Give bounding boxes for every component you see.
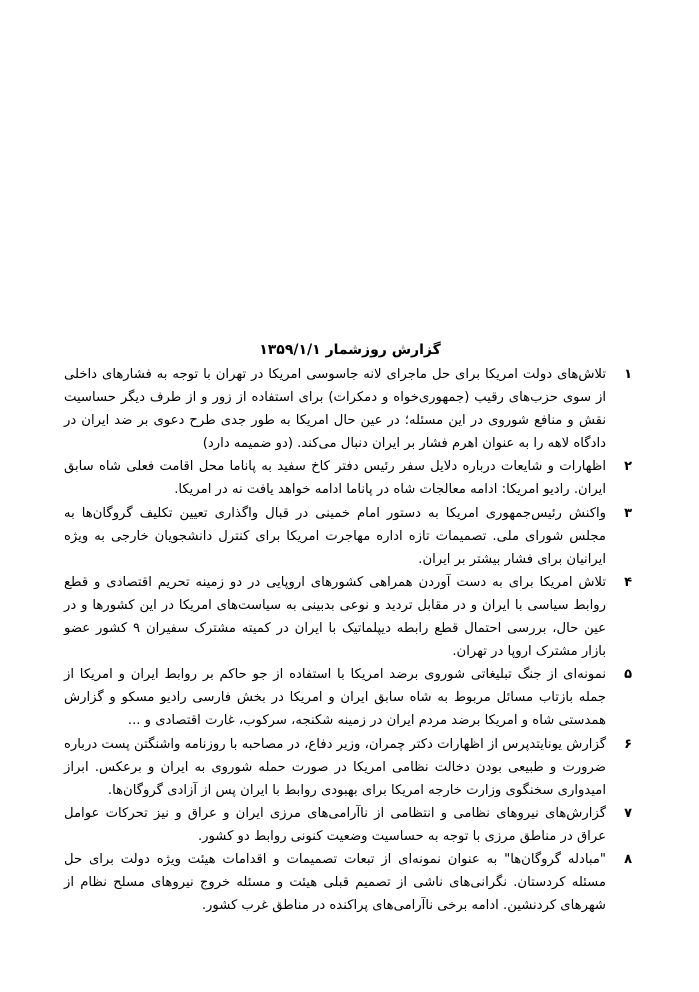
report-item: [64, 733, 636, 802]
report-item-number: ۲: [624, 459, 632, 475]
report-item: [64, 802, 636, 848]
report-item-text: گزارش یونایتدپرس از اظهارات دکتر چمران، وزیر دفاع، در مصاحبه با روزنامه واشنگتن پست درباره ضرورت و طبیعی بودن دخالت نظامی امریکا در صورت حمله شوروی به ایران و برعکس. ابراز امیدواری سخنگوی وزارت خارجه امریکا برای بهبودی روابط با ایران پس از آزادی گروگان‌ها.: [64, 736, 606, 798]
report-item: [64, 663, 636, 732]
report-item-number: ۳: [624, 505, 632, 521]
report-item-text: "مبادله گروگان‌ها" به عنوان نمونه‌ای از تبعات تصمیمات و اقدامات هیئت ویژه دولت برای حل مسئله کردستان. نگرانی‌های ناشی از تصمیم قبلی هیئت و مسئله خروج نیروهای مسلح نظام از شهرهای کردنشین. ادامه برخی ناآرامی‌های پراکنده در مناطق غرب کشور.: [64, 851, 606, 914]
report-item: [64, 848, 636, 917]
report-item-text: اظهارات و شایعات درباره دلایل سفر رئیس دفتر کاخ سفید به پاناما محل اقامت فعلی شاه سابق ایران. رادیو امریکا: ادامه معالجات شاه در پاناما ادامه خواهد یافت نه در امریکا.: [64, 459, 606, 498]
daily-report: [64, 340, 636, 917]
report-item-number: ۱: [624, 367, 632, 382]
report-item-text: واکنش رئیس‌جمهوری امریکا به دستور امام خمینی در قبال واگذاری تعیین تکلیف گروگان‌ها به مجلس شورای ملی. تصمیمات تازه اداره مهاجرت امریکا برای کنترل دانشجویان خارجی به ویژه ایرانیان برای فشار بیشتر بر ایران.: [64, 505, 606, 567]
report-item-text: گزارش‌های نیروهای نظامی و انتظامی از ناآرامی‌های مرزی ایران و عراق و نیز تحرکات عوامل عراق در مناطق مرزی با توجه به حساسیت وضعیت کنونی روابط دو کشور.: [64, 805, 606, 844]
report-item-number: ۷: [624, 805, 632, 821]
report-item-text: تلاش‌های دولت امریکا برای حل ماجرای لانه جاسوسی امریکا در تهران با توجه به فشارهای داخلی از سوی حزب‌های رقیب (جمهوری‌خواه و دمکرات) برای استفاده از زور و از طرف دیگر حساسیت نقش و منافع شوروی در این مسئله؛ در عین حال امریکا به طور جدی طرح دعوی بر ضد ایران در دادگاه لاهه را به عنوان اهرم فشار بر ایران دنبال می‌کند. (دو ضمیمه دارد): [64, 367, 606, 452]
report-title: گزارش روزشمار ۱۳۵۹/۱/۱: [259, 342, 441, 358]
report-item-text: تلاش امریکا برای به دست آوردن همراهی کشورهای اروپایی در دو زمینه تحریم اقتصادی و قطع روابط سیاسی با ایران و در مقابل تردید و نوعی بدبینی به سیاست‌های امریکا در این کشورها و در عین حال، بررسی احتمال قطع رابطه دیپلماتیک با ایران در کمیته مشترک سفیران ۹ کشور عضو بازار مشترک اروپا در تهران.: [64, 574, 606, 660]
report-item-number: ۶: [624, 736, 632, 752]
report-item-number: ۴: [624, 574, 632, 590]
report-item: [64, 455, 636, 501]
report-item: [64, 571, 636, 663]
report-item: [64, 502, 636, 571]
report-item: [64, 363, 636, 455]
report-item-number: ۸: [624, 851, 632, 867]
report-item-text: نمونه‌ای از جنگ تبلیغاتی شوروی برضد امریکا با استفاده از جو حاکم بر روابط ایران و امریکا از جمله بازتاب مسائل مربوط به شاه سابق ایران و امریکا در بخش فارسی رادیو مسکو و گزارش همدستی شاه و امریکا برضد مردم ایران در زمینه شکنجه، سرکوب، غارت اقتصادی و ...: [64, 667, 606, 729]
report-item-list: [64, 363, 636, 917]
report-item-number: ۵: [624, 667, 632, 683]
